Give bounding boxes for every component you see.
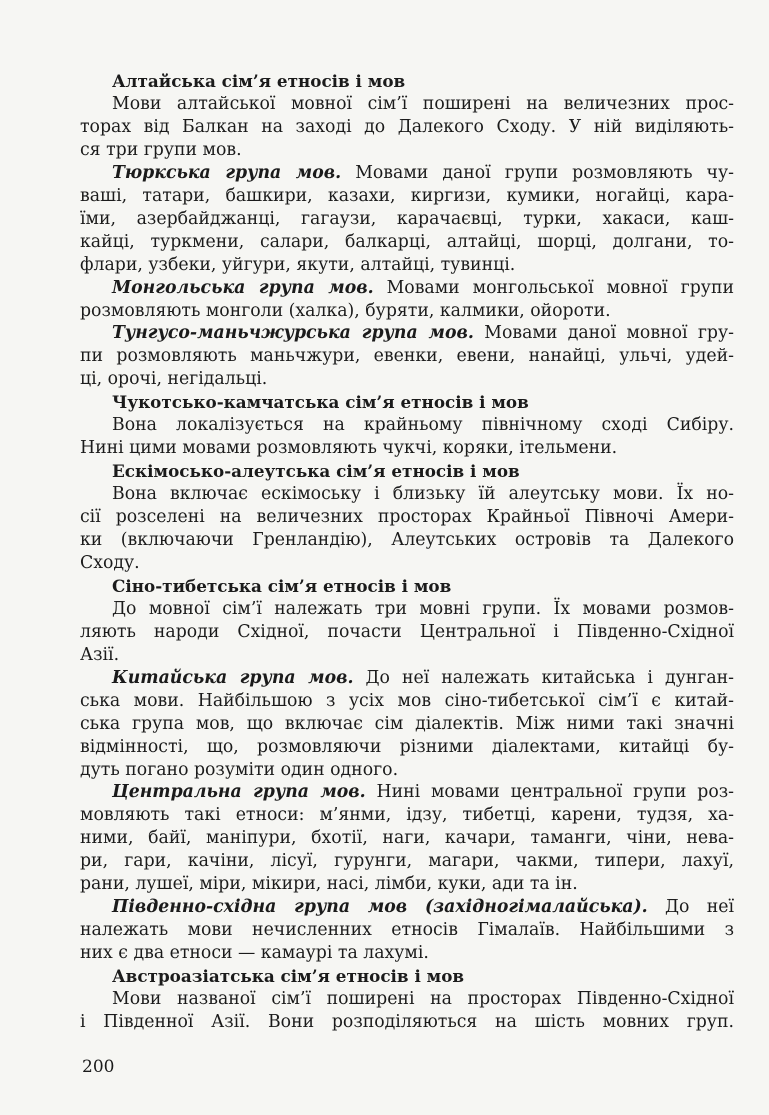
- line-text: ляють народи Східної, почасти Центральної і Південно-Східної: [80, 621, 734, 642]
- text-line: [80, 231, 734, 253]
- line-text: Мовами монгольської мовної групи: [373, 277, 735, 298]
- line-text: Ескімосько-алеутська сім’я етносів і мов: [112, 461, 520, 482]
- line-text: пи розмовляють маньчжури, евенки, евени, нанайці, ульчі, удей-: [80, 346, 734, 367]
- line-text: кайці, туркмени, салари, балкарці, алтайці, шорці, долгани, то-: [80, 231, 734, 252]
- line-text: відмінності, що, розмовляючи різними діалектами, китайці бу-: [80, 736, 734, 757]
- text-line: [80, 919, 734, 941]
- line-text: Австроазіатська сім’я етносів і мов: [112, 966, 465, 987]
- section-heading: [112, 575, 734, 597]
- subsection-title: Китайська група мов.: [112, 667, 354, 688]
- text-line: [112, 667, 734, 689]
- text-line: [80, 690, 734, 712]
- text-line: [112, 414, 734, 436]
- text-line: [80, 873, 734, 895]
- text-line: [80, 713, 734, 735]
- text-line: [80, 621, 734, 643]
- text-line: [80, 506, 734, 528]
- line-text: ваші, татари, башкири, казахи, киргизи, кумики, ногайці, кара-: [80, 185, 734, 206]
- line-text: розмовляють монголи (халка), буряти, калмики, ойороти.: [80, 300, 611, 321]
- text-line: [80, 437, 734, 459]
- line-text: ки (включаючи Гренландію), Алеутських островів та Далекого: [80, 530, 734, 550]
- text-line: [112, 896, 734, 918]
- text-line: [80, 736, 734, 758]
- line-text: їми, азербайджанці, гагаузи, карачаєвці, турки, хакаси, каш-: [80, 208, 734, 229]
- subsection-title: Південно-східна група мов (західногімалайська).: [112, 897, 648, 918]
- text-line: [80, 850, 734, 872]
- line-text: належать мови нечисленних етносів Гімалаїв. Найбільшими з: [80, 920, 734, 941]
- text-line: [112, 322, 734, 344]
- line-text: Мовами даної групи розмовляють чу-: [341, 162, 734, 183]
- line-text: них є два етноси — камаурі та лахумі.: [80, 943, 429, 964]
- page-number: 200: [82, 1057, 115, 1077]
- line-text: рани, лушеї, міри, мікири, насі, лімби, куки, ади та ін.: [80, 874, 578, 895]
- section-heading: [112, 460, 734, 482]
- line-text: До мовної сім’ї належать три мовні групи. Їх мовами розмов-: [112, 598, 734, 619]
- text-line: [80, 644, 734, 666]
- text-line: [112, 781, 734, 803]
- text-line: [112, 93, 734, 115]
- text-line: [80, 827, 734, 849]
- line-text: Нині цими мовами розмовляють чукчі, коряки, ітельмени.: [80, 438, 618, 459]
- line-text: мовляють такі етноси: м’янми, ідзу, тибетці, карени, тудзя, ха-: [80, 805, 734, 826]
- line-text: Сходу.: [80, 552, 140, 573]
- text-line: [80, 1011, 734, 1033]
- line-text: Мови названої сім’ї поширені на просторах Південно-Східної: [112, 989, 734, 1009]
- text-line: [80, 116, 734, 138]
- line-text: Вона включає ескімоську і близьку їй алеутську мови. Їх но-: [112, 484, 734, 505]
- text-line: [112, 988, 734, 1010]
- section-heading: [112, 70, 734, 92]
- text-line: [80, 368, 734, 390]
- text-line: [80, 345, 734, 367]
- line-text: Чукотсько-камчатська сім’я етносів і мов: [112, 392, 529, 413]
- line-text: До неї належать китайська і дунган-: [353, 667, 734, 688]
- line-text: ними, байї, маніпури, бхотії, наги, качари, таманги, чіни, нева-: [80, 828, 734, 849]
- text-line: [80, 529, 734, 551]
- text-line: [80, 185, 734, 207]
- line-text: ська мови. Найбільшою з усіх мов сіно-тибетської сім’ї є китай-: [80, 690, 734, 711]
- text-line: [112, 483, 734, 505]
- text-line: [80, 254, 734, 276]
- text-line: [80, 804, 734, 826]
- line-text: Азії.: [80, 644, 120, 665]
- line-text: флари, узбеки, уйгури, якути, алтайці, тувинці.: [80, 254, 516, 275]
- text-line: [112, 277, 734, 299]
- line-text: Мови алтайської мовної сім’ї поширені на величезних прос-: [112, 93, 734, 114]
- subsection-title: Монгольська група мов.: [112, 277, 374, 298]
- text-line: [80, 942, 734, 964]
- text-line: [112, 598, 734, 620]
- line-text: Вона локалізується на крайньому північному сході Сибіру.: [112, 415, 734, 436]
- line-text: і Південної Азії. Вони розподіляються на шість мовних груп.: [80, 1011, 734, 1032]
- text-line: [80, 208, 734, 230]
- line-text: До неї: [647, 897, 734, 918]
- line-text: ська група мов, що включає сім діалектів. Між ними такі значні: [80, 713, 734, 734]
- line-text: сії розселені на величезних просторах Крайньої Півночі Амери-: [80, 507, 734, 528]
- line-text: ся три групи мов.: [80, 139, 242, 160]
- text-line: [80, 300, 734, 322]
- line-text: Алтайська сім’я етносів і мов: [112, 71, 406, 91]
- line-text: Сіно-тибетська сім’я етносів і мов: [112, 575, 452, 596]
- section-heading: [112, 391, 734, 413]
- line-text: Мовами даної мовної гру-: [473, 323, 735, 344]
- line-text: дуть погано розуміти один одного.: [80, 759, 399, 780]
- text-line: [80, 759, 734, 781]
- text-line: [112, 162, 734, 184]
- line-text: торах від Балкан на заході до Далекого Сходу. У ній виділяють-: [80, 116, 734, 137]
- subsection-title: Тунгусо-маньчжурська група мов.: [112, 323, 474, 344]
- line-text: ці, орочі, негідальці.: [80, 369, 268, 390]
- section-heading: [112, 965, 734, 987]
- subsection-title: Тюркська група мов.: [112, 162, 342, 183]
- line-text: ри, гари, качіни, лісуї, гурунги, магари, чакми, типери, лахуї,: [80, 851, 734, 872]
- line-text: Нині мовами центральної групи роз-: [365, 782, 734, 803]
- text-line: [80, 139, 734, 161]
- subsection-title: Центральна група мов.: [112, 782, 366, 803]
- text-line: [80, 552, 734, 574]
